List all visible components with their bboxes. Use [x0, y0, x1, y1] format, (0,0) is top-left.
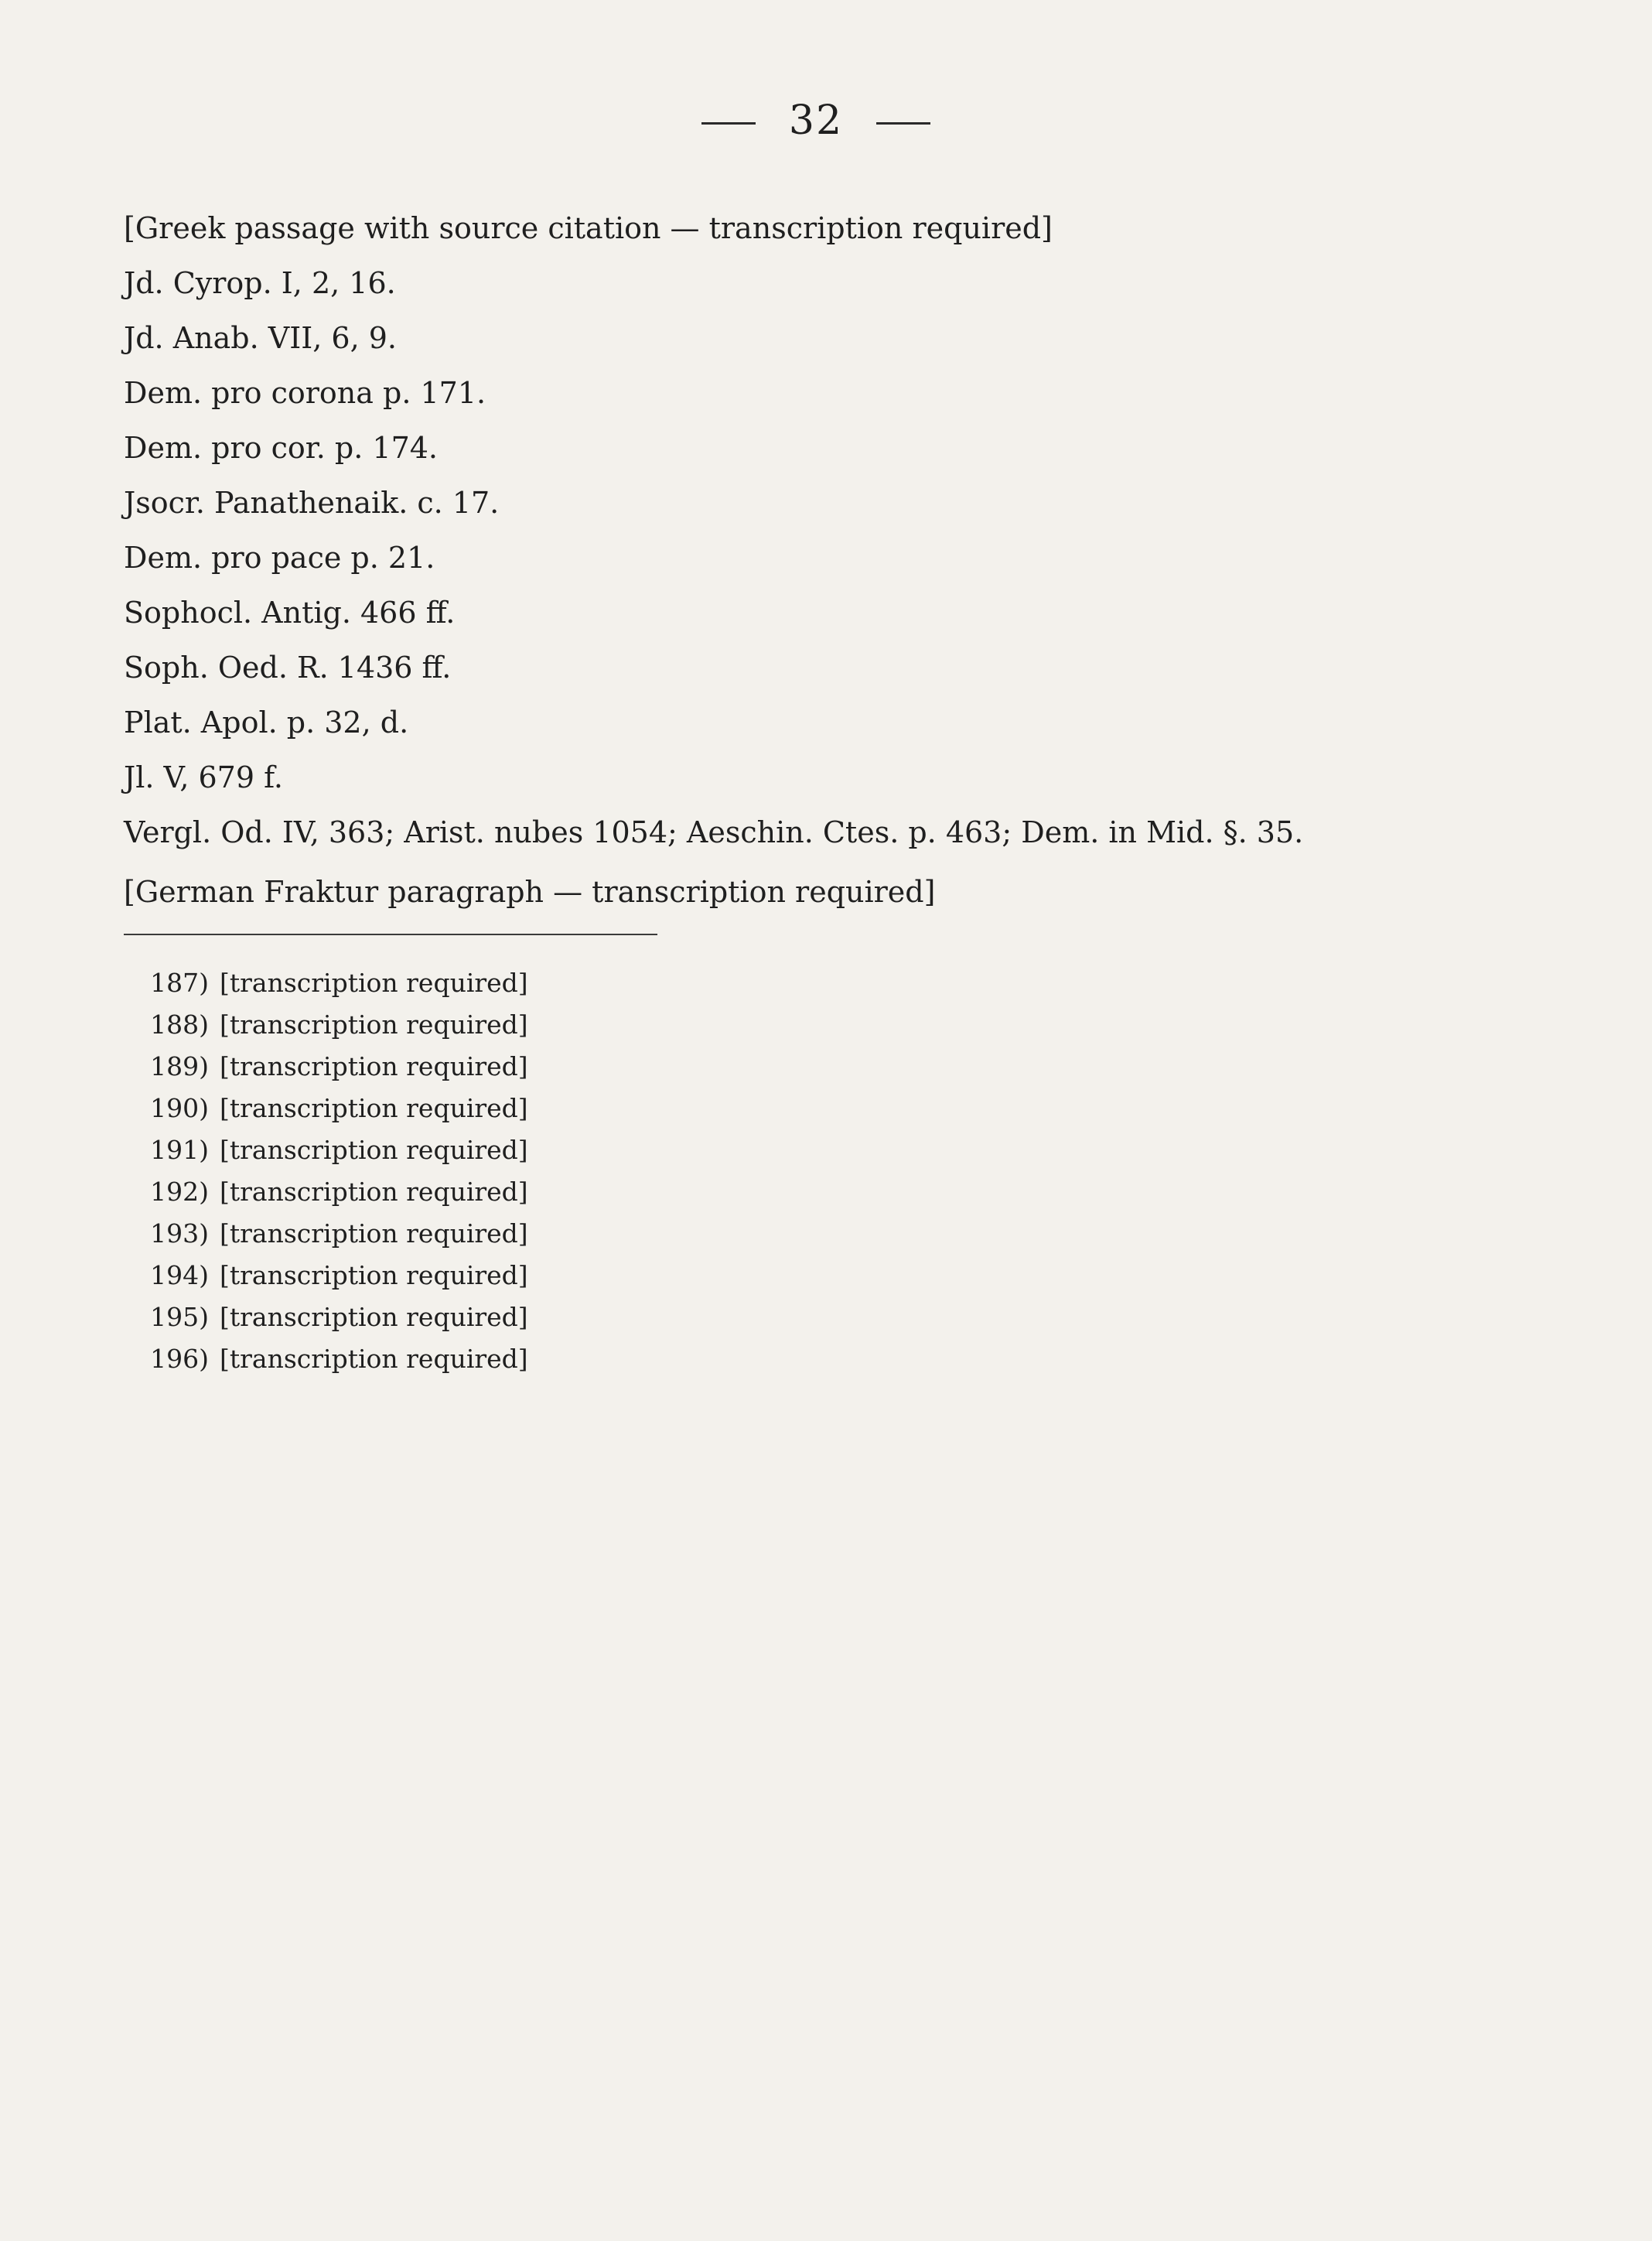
footnote-number: 193): [150, 1218, 209, 1249]
footnote-191: [124, 1132, 1508, 1169]
footnote-text: [transcription required]: [220, 1093, 528, 1123]
footnote-189: [124, 1048, 1508, 1085]
citation-paragraph-10: Jl. V, 679 f.: [124, 760, 283, 794]
footnote-192: [124, 1173, 1508, 1211]
footnote-number: 187): [150, 968, 209, 998]
citation-paragraph-0: [Greek passage with source citation — transcription required]: [124, 211, 1053, 245]
footnote-text: [transcription required]: [220, 1344, 528, 1374]
footnote-text: [transcription required]: [220, 1260, 528, 1290]
footnote-text: [transcription required]: [220, 1051, 528, 1081]
footnote-number: 194): [150, 1260, 209, 1290]
footnote-number: 190): [150, 1093, 209, 1123]
footnote-number: 188): [150, 1009, 209, 1040]
page-number-right-dash: [876, 122, 930, 125]
footnote-divider: [124, 934, 657, 935]
footnote-text: [transcription required]: [220, 1177, 528, 1207]
citation-paragraph-2: Jd. Anab. VII, 6, 9.: [124, 321, 397, 355]
footnote-194: [124, 1257, 1508, 1294]
footnote-number: 189): [150, 1051, 209, 1081]
footnote-text: [transcription required]: [220, 1135, 528, 1165]
footnotes: [124, 965, 1508, 1378]
footnote-text: [transcription required]: [220, 1218, 528, 1249]
footnote-193: [124, 1215, 1508, 1252]
footnote-number: 191): [150, 1135, 209, 1165]
main-paragraph-0: [German Fraktur paragraph — transcription required]: [124, 875, 936, 909]
footnote-text: [transcription required]: [220, 1009, 528, 1040]
footnote-number: 192): [150, 1177, 209, 1207]
footnote-196: [124, 1341, 1508, 1378]
citation-paragraph-1: Jd. Cyrop. I, 2, 16.: [124, 266, 396, 300]
citation-paragraph-5: Jsocr. Panathenaik. c. 17.: [124, 486, 500, 520]
page-number-row: [124, 97, 1508, 144]
footnote-187: [124, 965, 1508, 1002]
citation-paragraph-7: Sophocl. Antig. 466 ff.: [124, 596, 456, 630]
page-number-left-dash: [701, 122, 756, 125]
footnote-text: [transcription required]: [220, 1302, 528, 1332]
page-number: 32: [788, 97, 844, 144]
footnote-number: 195): [150, 1302, 209, 1332]
document-page: [124, 97, 1508, 2127]
footnote-195: [124, 1299, 1508, 1336]
citation-paragraph-3: Dem. pro corona p. 171.: [124, 376, 486, 410]
citation-block: [124, 207, 1508, 854]
citation-paragraph-9: Plat. Apol. p. 32, d.: [124, 705, 409, 740]
footnote-text: [transcription required]: [220, 968, 528, 998]
footnote-number: 196): [150, 1344, 209, 1374]
citation-paragraph-11: Vergl. Od. IV, 363; Arist. nubes 1054; Aeschin. Ctes. p. 463; Dem. in Mid. §. 35.: [124, 815, 1304, 849]
main-text: [124, 871, 1508, 914]
footnote-190: [124, 1090, 1508, 1127]
citation-paragraph-6: Dem. pro pace p. 21.: [124, 541, 435, 575]
footnote-188: [124, 1006, 1508, 1044]
citation-paragraph-4: Dem. pro cor. p. 174.: [124, 431, 438, 465]
citation-paragraph-8: Soph. Oed. R. 1436 ff.: [124, 651, 452, 685]
